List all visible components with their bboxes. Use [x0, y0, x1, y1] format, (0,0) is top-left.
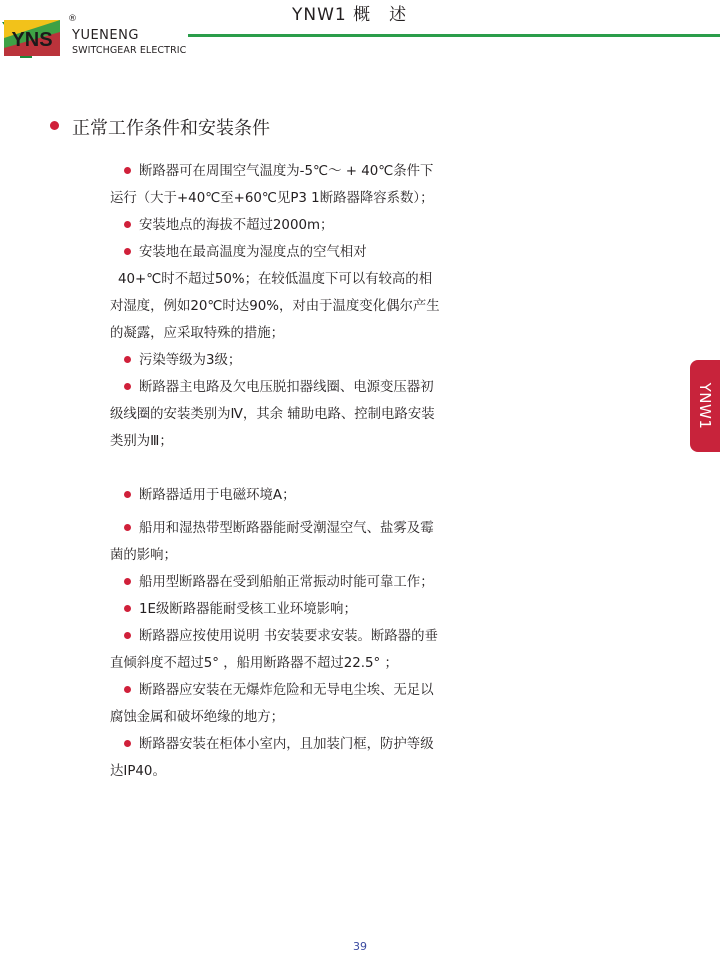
list-item — [110, 239, 440, 266]
list-item — [110, 515, 440, 569]
list-item-text: 船用型断路器在受到船舶正常振动时能可靠工作； — [139, 575, 434, 590]
list-item — [110, 677, 440, 731]
bullet-icon — [124, 578, 131, 585]
list-item — [110, 347, 440, 374]
list-item-text: 断路器主电路及欠电压脱扣器线圈、电源变压器初级线圈的安装类别为Ⅳ，其余 辅助电路、控制电路安装类别为Ⅲ； — [110, 380, 435, 449]
bullet-icon — [124, 356, 131, 363]
bullet-icon — [124, 491, 131, 498]
brand-name: YUENENG — [72, 28, 139, 43]
section-bullet-icon — [50, 121, 59, 130]
list-item-text: 断路器应安装在无爆炸危险和无导电尘埃、无足以腐蚀金属和破坏绝缘的地方； — [110, 683, 434, 725]
bullet-icon — [124, 605, 131, 612]
list-item — [110, 266, 440, 347]
list-item — [110, 158, 440, 212]
page-title: YNW1 概 述 — [292, 5, 408, 25]
list-item — [110, 596, 440, 623]
list-item — [110, 212, 440, 239]
page-number: 39 — [353, 940, 367, 953]
list-item — [110, 731, 440, 785]
chapter-side-tab — [690, 360, 720, 452]
bullet-icon — [124, 248, 131, 255]
page-header — [0, 0, 720, 64]
spacer — [110, 455, 440, 482]
bullet-icon — [124, 740, 131, 747]
header-divider — [188, 34, 720, 37]
bullet-icon — [124, 167, 131, 174]
bullet-icon — [124, 524, 131, 531]
list-item-text: 断路器应按使用说明 书安装要求安装。断路器的垂直倾斜度不超过5° ，船用断路器不超过22.5° ； — [110, 629, 438, 671]
company-logo — [2, 18, 62, 58]
registered-mark: ® — [68, 14, 77, 24]
list-item — [110, 374, 440, 455]
list-item-text: 船用和湿热带型断路器能耐受潮湿空气、盐雾及霉菌的影响； — [110, 521, 434, 563]
list-item-text: 断路器安装在柜体小室内，且加装门框，防护等级达IP40。 — [110, 737, 434, 779]
list-item — [110, 482, 440, 509]
list-item-text: 污染等级为3级； — [139, 353, 242, 368]
bullet-icon — [124, 221, 131, 228]
side-tab-label: YNW1 — [696, 382, 714, 430]
list-item — [110, 569, 440, 596]
bullet-icon — [124, 383, 131, 390]
list-item-text: 40+℃时不超过50%；在较低温度下可以有较高的相对湿度，例如20℃时达90%，对由于温度变化偶尔产生的凝露，应采取特殊的措施； — [110, 272, 440, 341]
list-item-text: 安装地在最高温度为湿度点的空气相对 — [139, 245, 367, 260]
list-item-text: 安装地点的海拔不超过2000m； — [139, 218, 334, 233]
bullet-icon — [124, 632, 131, 639]
list-item-text: 1E级断路器能耐受核工业环境影响； — [139, 602, 357, 617]
section-title: 正常工作条件和安装条件 — [72, 118, 270, 139]
conditions-list — [110, 158, 440, 785]
list-item-text: 断路器可在周围空气温度为-5℃～ + 40℃条件下运行（大于+40℃至+60℃见P3 1断路器降容系数）； — [110, 164, 434, 206]
list-item-text: 断路器适用于电磁环境A； — [139, 488, 296, 503]
brand-subtitle: SWITCHGEAR ELECTRIC — [72, 45, 187, 56]
bullet-icon — [124, 686, 131, 693]
logo-text: YNS — [11, 29, 53, 51]
list-item — [110, 623, 440, 677]
